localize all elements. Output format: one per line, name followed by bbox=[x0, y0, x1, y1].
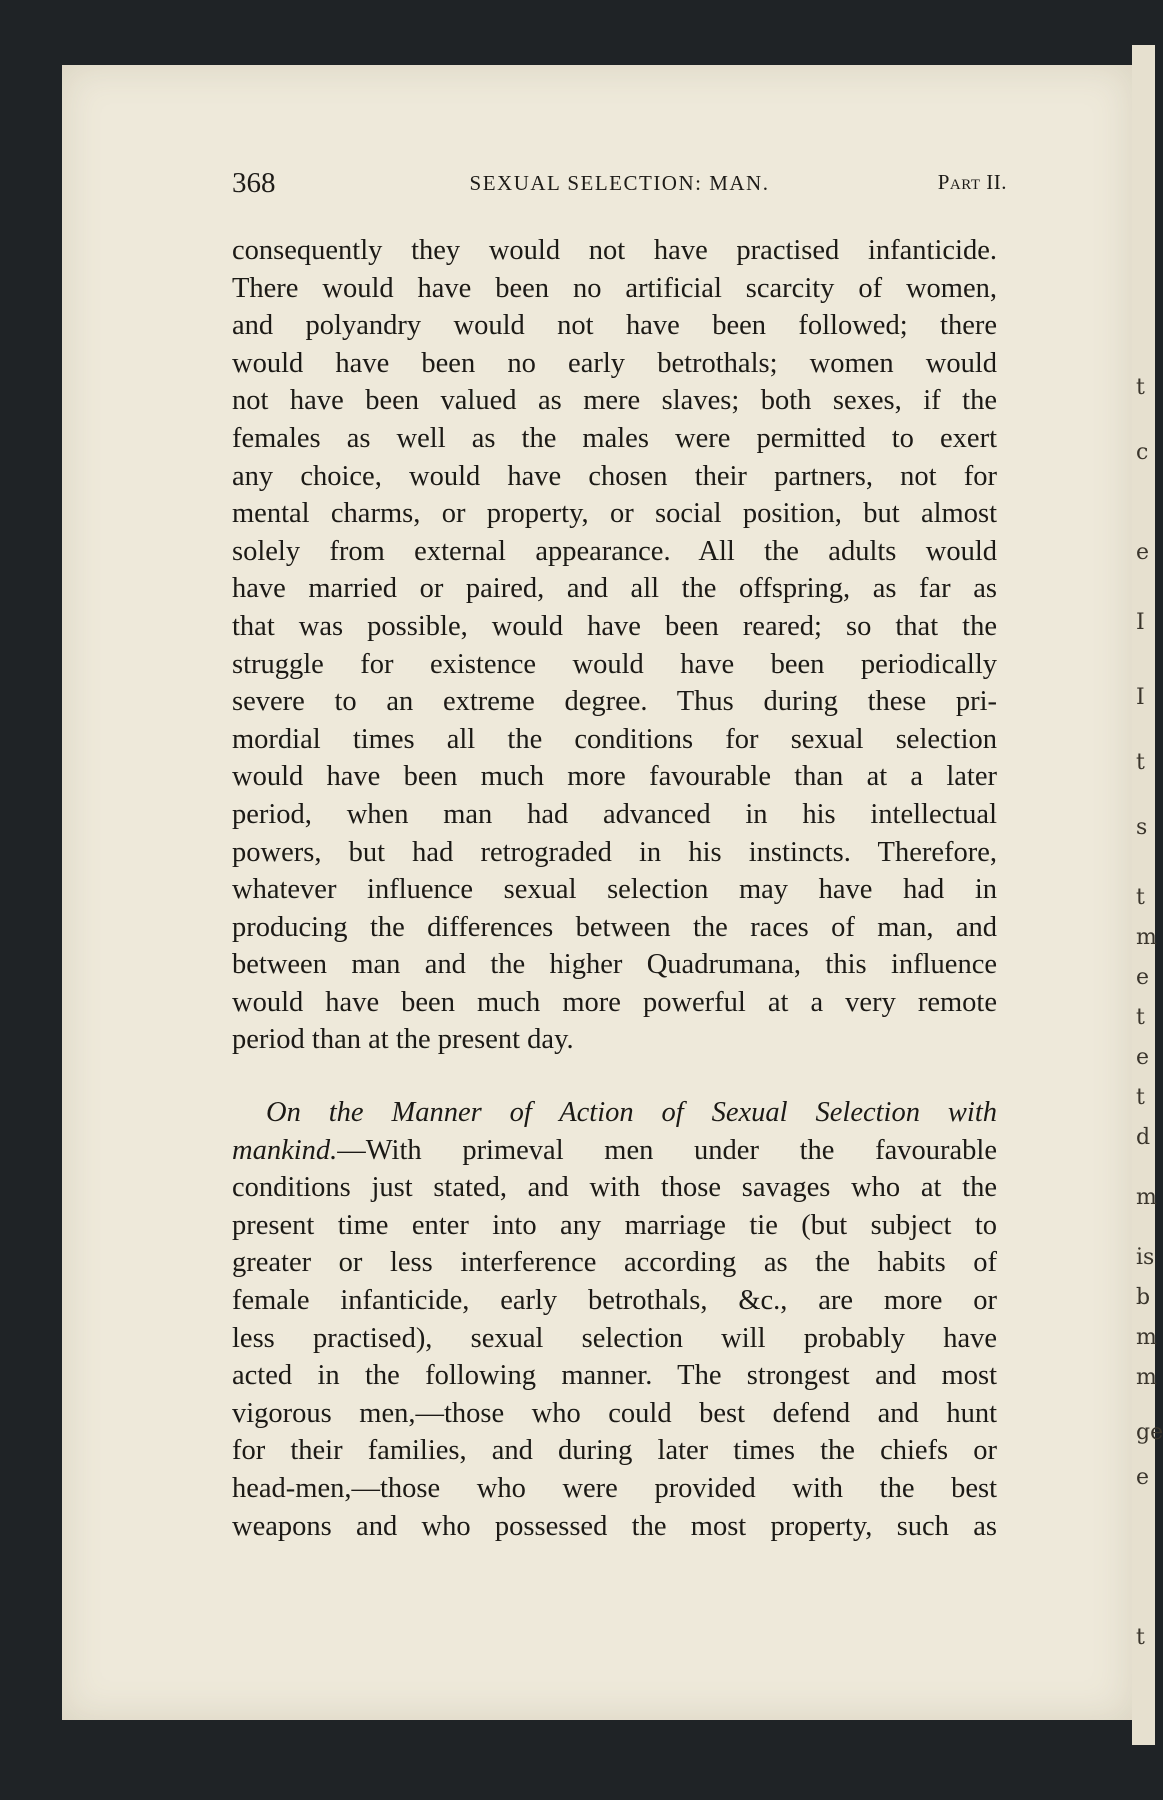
adjacent-page-fragment: t bbox=[1136, 375, 1145, 400]
paragraph-spacer bbox=[232, 1059, 997, 1094]
text-line: head-men,—those who were provided with the best bbox=[232, 1473, 997, 1504]
text-line: severe to an extreme degree. Thus during these pri- bbox=[232, 686, 997, 718]
text-line: have married or paired, and all the offspring, as far as bbox=[232, 573, 997, 605]
text-line: between man and the higher Quadrumana, this influence bbox=[232, 949, 997, 981]
adjacent-page-fragment: ge bbox=[1136, 1420, 1163, 1445]
text-line: solely from external appearance. All the adults would bbox=[232, 535, 997, 567]
text-line: not have been valued as mere slaves; both sexes, if the bbox=[232, 385, 997, 417]
text-line: for their families, and during later times the chiefs or bbox=[232, 1435, 997, 1467]
adjacent-page-edge bbox=[1132, 45, 1163, 1745]
text-line: acted in the following manner. The strongest and most bbox=[232, 1360, 997, 1392]
adjacent-page-fragment: m bbox=[1136, 1365, 1157, 1390]
adjacent-page-fragment: e bbox=[1136, 540, 1150, 565]
adjacent-page-fragment: m bbox=[1136, 1185, 1157, 1210]
text-line: mental charms, or property, or social position, but almost bbox=[232, 498, 997, 530]
text-line: mordial times all the conditions for sexual selection bbox=[232, 723, 997, 755]
text-line-rest: —With primeval men under the favourable bbox=[337, 1134, 997, 1166]
adjacent-page-fragment: d bbox=[1136, 1125, 1151, 1150]
adjacent-page-fragment: b bbox=[1136, 1285, 1151, 1310]
page-body bbox=[232, 232, 997, 1545]
adjacent-page-fragment: t bbox=[1136, 1625, 1145, 1650]
text-line bbox=[232, 1132, 997, 1170]
text-line: There would have been no artificial scarcity of women, bbox=[232, 272, 997, 304]
text-line: consequently they would not have practised infanticide. bbox=[232, 235, 997, 266]
paragraph-2 bbox=[232, 1094, 997, 1545]
adjacent-page-fragment: e bbox=[1136, 965, 1150, 990]
adjacent-page-fragment: e bbox=[1136, 1045, 1150, 1070]
text-line: vigorous men,—those who could best defend and hunt bbox=[232, 1397, 997, 1429]
page-number: 368 bbox=[232, 167, 276, 199]
text-line: would have been much more powerful at a very remote bbox=[232, 986, 997, 1018]
text-line: female infanticide, early betrothals, &c., are more or bbox=[232, 1285, 997, 1317]
text-line: any choice, would have chosen their partners, not for bbox=[232, 460, 997, 492]
adjacent-page-fragment: s bbox=[1136, 815, 1148, 840]
text-line: powers, but had retrograded in his instincts. Therefore, bbox=[232, 836, 997, 868]
text-line: weapons and who possessed the most property, such as bbox=[232, 1510, 997, 1542]
text-line: producing the differences between the races of man, and bbox=[232, 911, 997, 943]
running-title: SEXUAL SELECTION: MAN. bbox=[469, 171, 770, 195]
text-line: whatever influence sexual selection may have had in bbox=[232, 874, 997, 906]
text-line: period than at the present day. bbox=[232, 1024, 574, 1056]
text-line: would have been no early betrothals; women would bbox=[232, 347, 997, 379]
running-head bbox=[232, 167, 1007, 203]
adjacent-page-fragment: t bbox=[1136, 1005, 1145, 1030]
text-line: that was possible, would have been reared; so that the bbox=[232, 610, 997, 642]
adjacent-page-fragment: c bbox=[1136, 440, 1149, 465]
adjacent-page-fragment: I bbox=[1136, 685, 1145, 710]
adjacent-page-fragment: I bbox=[1136, 610, 1145, 635]
adjacent-page-fragment: m bbox=[1136, 925, 1157, 950]
text-line: present time enter into any marriage tie (but subject to bbox=[232, 1209, 997, 1241]
adjacent-page-fragment: m bbox=[1136, 1325, 1157, 1350]
adjacent-page-fragment: t bbox=[1136, 1085, 1145, 1110]
section-heading-line bbox=[232, 1094, 997, 1132]
text-line: struggle for existence would have been periodically bbox=[232, 648, 997, 680]
adjacent-page-fragment: t bbox=[1136, 885, 1145, 910]
text-line: less practised), sexual selection will probably have bbox=[232, 1322, 997, 1354]
adjacent-page-fragment: t bbox=[1136, 750, 1145, 775]
text-line: greater or less interference according as the habits of bbox=[232, 1247, 997, 1279]
text-line: females as well as the males were permitted to exert bbox=[232, 422, 997, 454]
paragraph-1 bbox=[232, 232, 997, 1059]
part-label: Part II. bbox=[937, 170, 1007, 194]
section-heading-text: On the Manner of Action of Sexual Selection with bbox=[266, 1097, 997, 1129]
adjacent-page-fragment: is bbox=[1136, 1245, 1155, 1270]
text-line: would have been much more favourable than at a later bbox=[232, 761, 997, 793]
section-heading-end: mankind. bbox=[232, 1134, 338, 1166]
text-line: period, when man had advanced in his intellectual bbox=[232, 798, 997, 830]
adjacent-page-fragment: e bbox=[1136, 1465, 1150, 1490]
text-line: and polyandry would not have been followed; there bbox=[232, 310, 997, 342]
text-line: conditions just stated, and with those savages who at the bbox=[232, 1172, 997, 1204]
